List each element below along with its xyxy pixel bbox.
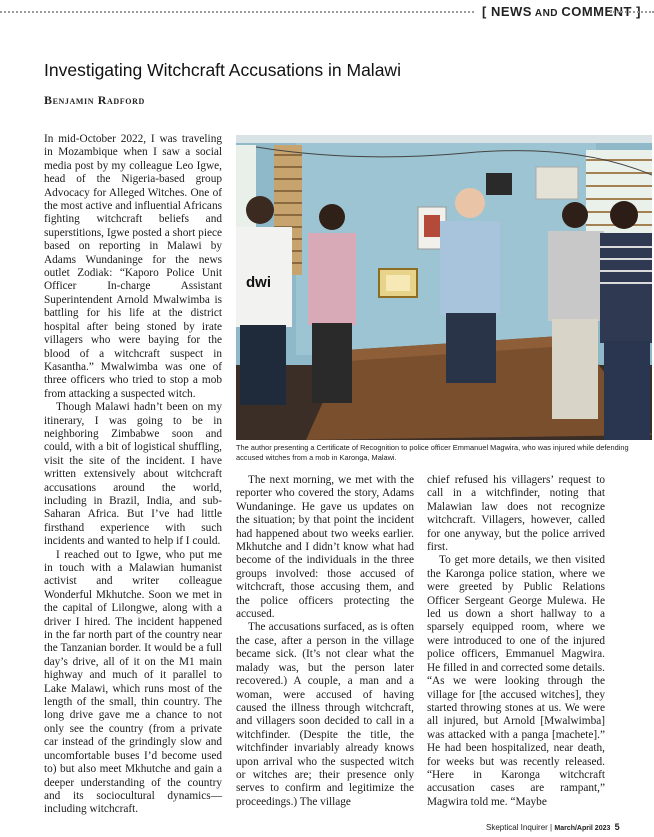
photo-illustration bbox=[236, 135, 652, 440]
column-3 bbox=[427, 474, 605, 809]
paragraph: I reached out to Igwe, who put me in touch with a Malawian humanist activist and writer colleague Wonderful Mkhutche. Soon we met in the capital of Lilongwe, along with a driver I hired. The incident happened in the far north part of the country near the Tanzanian border. It would be a full day’s drive, all of it on the M1 main highway and much of it parallel to Lake Malawi, which runs most of the length of the small, thin country. The long drive gave me a chance to not only see the country (from a private car instead of the grindingly slow and uncomfortable buses I’d become used to) but also meet Mkhutche and gain a deeper understanding of the country and its sociocultural dynamics—including witchcraft. bbox=[44, 548, 222, 816]
issue-date: March/April 2023 bbox=[554, 825, 611, 832]
paragraph: To get more details, we then visited the Karonga police station, where we were greeted by Public Relations Officer Sergeant George Mulewa. He led us down a short hallway to a sparsely equipped room, where we were introduced to one of the injured police officers, Emmanuel Magwira. He filled in and corrected some details. “As we were looking through the village for [the accused witches], they started throwing stones at us. We were all injured, but Arnold [Mwalwimba] was attacked with a panga [machete].” He had been hospitalized, near death, for weeks but was recently released. “Here in Karonga witchcraft accusation cases are rampant,” Magwira told me. “Maybe bbox=[427, 554, 605, 808]
paragraph: The next morning, we met with the reporter who covered the story, Adams Wundaninge. He gave us updates on the situation; by that point the incident had happened about two weeks earlier. Mkhutche and I didn’t know what had become of the individuals in the three groups involved: those accused of witchcraft, those accusing them, and the police officers protecting the accused. bbox=[236, 474, 414, 621]
column-2 bbox=[236, 474, 414, 809]
paragraph: chief refused his villagers’ request to call in a witchfinder, noting that Malawian law does not recognize witchcraft. Villagers, however, called for one anyway, but the police arrived first. bbox=[427, 474, 605, 554]
magazine-name: Skeptical Inquirer bbox=[486, 823, 548, 832]
page-number: 5 bbox=[614, 822, 620, 832]
paragraph: The accusations surfaced, as is often the case, after a person in the village became sick. (It’s not clear what the malady was, but the person later recovered.) A couple, a man and a woman, were accused of having caused the illness through witchcraft, and villagers soon decided to call in a witchfinder. (Despite the title, the witchfinder invariably already knows upon arrival who the suspected witch or witches are; their presence only serves to confirm and legitimize the proceedings.) The village bbox=[236, 621, 414, 808]
article-title: Investigating Witchcraft Accusations in Malawi bbox=[44, 60, 401, 80]
section-and: AND bbox=[531, 8, 562, 19]
section-news: NEWS bbox=[490, 4, 532, 19]
article-photo bbox=[236, 135, 652, 440]
column-1 bbox=[44, 133, 222, 817]
photo-caption: The author presenting a Certificate of Recognition to police officer Emmanuel Magwira, who was injured while defending accused witches from a mob in Karonga, Malawi. bbox=[236, 443, 629, 462]
section-comment: COMMENT bbox=[561, 4, 632, 19]
header-rule-right bbox=[610, 11, 654, 13]
section-tag: [ NEWS AND COMMENT ] bbox=[482, 4, 641, 19]
byline: Benjamin Radford bbox=[44, 93, 145, 107]
paragraph: In mid-October 2022, I was traveling in Mozambique when I saw a social media post by my colleague Leo Igwe, head of the Nigeria-based group Advocacy for Alleged Witches. One of the most active and influential Africans fighting witchcraft beliefs and superstitions, Igwe posted a short piece based on reporting in Malawi by Adams Wundaninge for the news outlet Zodiak: “Kaporo Police Unit Officer In-charge Assistant Superintendent Arnold Mwalwimba is battling for his life at the district hospital after being stoned by irate villagers who were baying for the blood of a witchcraft suspect in Kasantha.” Mwalwimba was one of three officers who tried to stop a mob from attacking a suspected witch. bbox=[44, 133, 222, 400]
paragraph: Though Malawi hadn’t been on my itinerary, I was going to be in neighboring Zimbabwe soon and could, with a bit of logistical shuffling, visit the site of the incident. I have written extensively about witchcraft accusations around the world, including in Brazil, India, and sub-Saharan Africa. But I’ve had little firsthand experience with such incidents and wanted to help if I could. bbox=[44, 401, 222, 548]
page-footer: Skeptical Inquirer | March/April 2023 5 bbox=[486, 822, 620, 832]
header-rule-left bbox=[0, 11, 474, 13]
shirt-text: dwi bbox=[246, 274, 271, 291]
